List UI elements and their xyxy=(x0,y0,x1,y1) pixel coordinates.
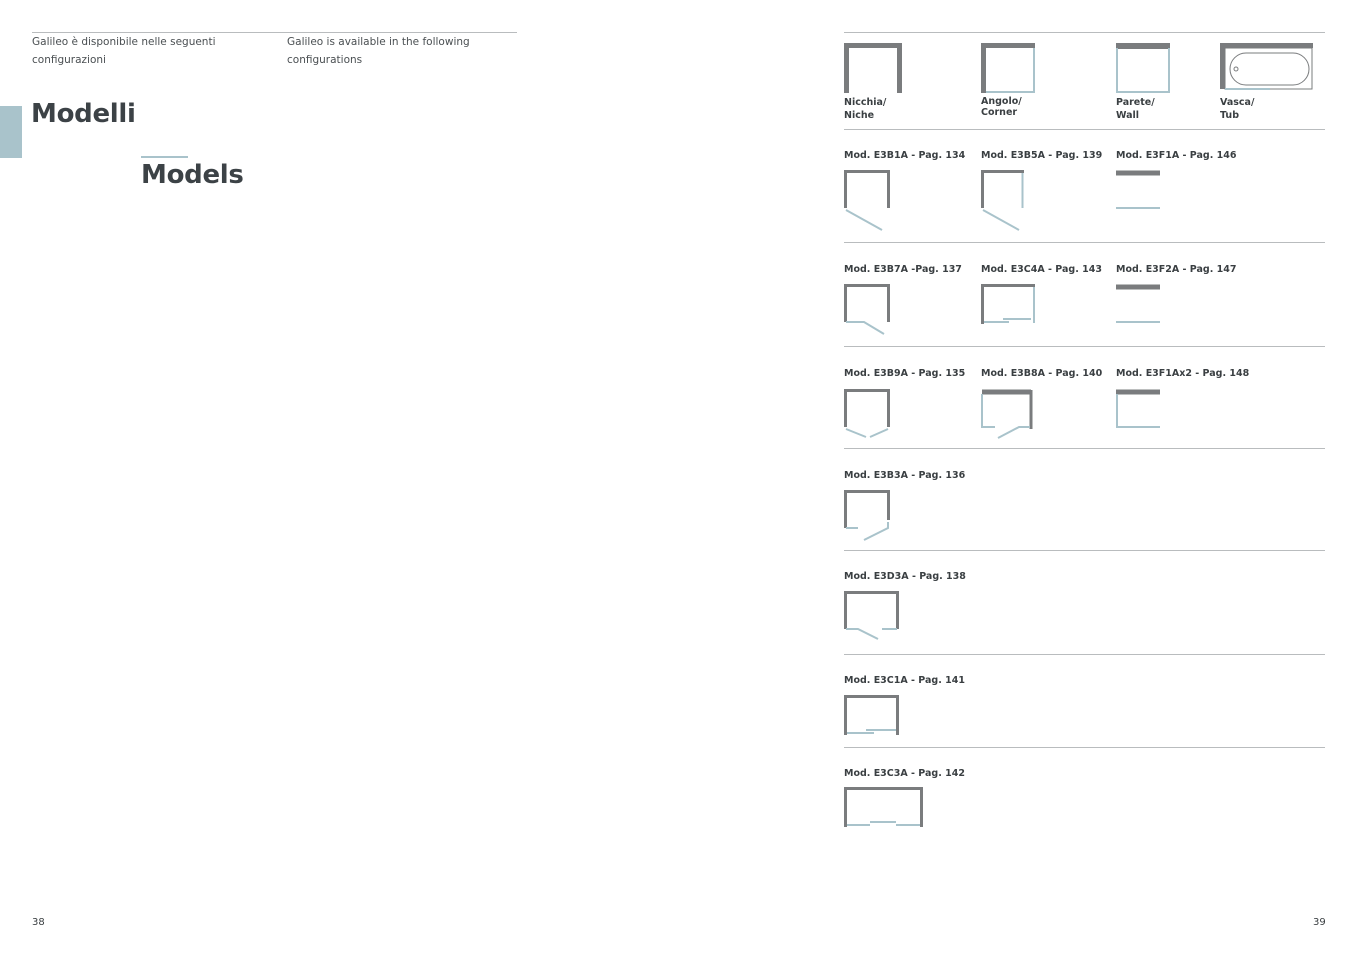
english-title-accent xyxy=(141,156,188,158)
section-title-italian: Modelli xyxy=(31,99,136,129)
row-divider-3 xyxy=(844,448,1325,449)
intro-text-italian: Galileo è disponibile nelle seguenti configurazioni xyxy=(32,36,216,66)
row-divider-6 xyxy=(844,747,1325,748)
model-label-e3d3a: Mod. E3D3A - Pag. 138 xyxy=(844,571,966,582)
model-label-e3b1a: Mod. E3B1A - Pag. 134 xyxy=(844,150,966,161)
tub-icon xyxy=(1220,43,1316,93)
page-number-right: 39 xyxy=(1313,917,1326,928)
row-divider-1 xyxy=(844,242,1325,243)
corner-icon xyxy=(981,43,1037,95)
section-tab-marker xyxy=(0,106,22,158)
wall-icon xyxy=(1116,43,1172,95)
model-diagram-e3c4a xyxy=(981,284,1037,326)
row-divider-2 xyxy=(844,346,1325,347)
row-divider-5 xyxy=(844,654,1325,655)
config-label-corner: Angolo/ Corner xyxy=(981,96,1022,118)
page-number-left: 38 xyxy=(32,917,45,928)
config-label-niche: Nicchia/ Niche xyxy=(844,97,887,121)
intro-text-english: Galileo is available in the following configurations xyxy=(287,36,470,66)
model-label-e3b9a: Mod. E3B9A - Pag. 135 xyxy=(844,368,966,379)
model-label-e3b5a: Mod. E3B5A - Pag. 139 xyxy=(981,150,1103,161)
niche-icon xyxy=(844,43,904,95)
model-diagram-e3b9a xyxy=(844,389,892,441)
model-diagram-e3b7a xyxy=(844,284,892,338)
model-label-e3c1a: Mod. E3C1A - Pag. 141 xyxy=(844,675,965,686)
model-diagram-e3b1a xyxy=(844,170,892,232)
model-diagram-e3f1ax2 xyxy=(1116,389,1162,431)
model-diagram-e3c1a xyxy=(844,695,902,739)
model-diagram-e3b8a xyxy=(981,389,1037,441)
model-label-e3f2a: Mod. E3F2A - Pag. 147 xyxy=(1116,264,1237,275)
model-label-e3c3a: Mod. E3C3A - Pag. 142 xyxy=(844,768,965,779)
config-label-wall: Parete/ Wall xyxy=(1116,97,1155,121)
model-diagram-e3d3a xyxy=(844,591,902,643)
config-top-rule xyxy=(844,32,1325,33)
model-diagram-e3b3a xyxy=(844,490,892,542)
model-label-e3b7a: Mod. E3B7A -Pag. 137 xyxy=(844,264,962,275)
model-diagram-e3b5a xyxy=(981,170,1029,232)
config-bottom-rule xyxy=(844,129,1325,130)
model-diagram-e3f2a xyxy=(1116,284,1162,326)
model-label-e3f1ax2: Mod. E3F1Ax2 - Pag. 148 xyxy=(1116,368,1250,379)
model-label-e3b3a: Mod. E3B3A - Pag. 136 xyxy=(844,470,966,481)
model-diagram-e3f1a xyxy=(1116,170,1162,212)
model-label-e3b8a: Mod. E3B8A - Pag. 140 xyxy=(981,368,1103,379)
config-label-tub: Vasca/ Tub xyxy=(1220,97,1255,121)
section-title-english: Models xyxy=(141,160,244,190)
model-label-e3c4a: Mod. E3C4A - Pag. 143 xyxy=(981,264,1102,275)
model-label-e3f1a: Mod. E3F1A - Pag. 146 xyxy=(1116,150,1237,161)
model-diagram-e3c3a xyxy=(844,787,926,831)
row-divider-4 xyxy=(844,550,1325,551)
